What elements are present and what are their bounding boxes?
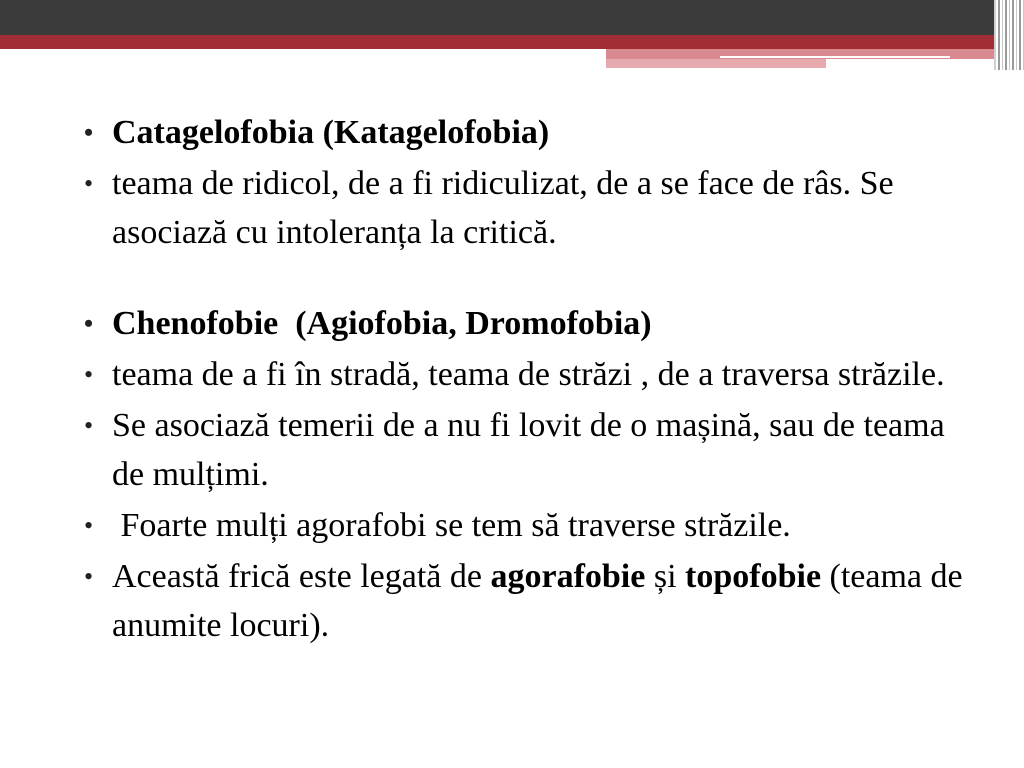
header-dark-band <box>0 0 1024 35</box>
list-item <box>84 159 964 257</box>
bullet-icon: • <box>84 118 94 147</box>
header-pink-band-lower <box>606 59 826 68</box>
bullet-icon: • <box>84 411 94 440</box>
item-text-part: (teama de anumite locuri). <box>112 558 972 644</box>
item-text: Foarte mulți agorafobi se tem să traverse străzile. <box>112 507 791 544</box>
bullet-list <box>84 108 972 652</box>
bullet-icon: • <box>84 169 94 198</box>
header-vertical-stripes <box>996 0 1024 70</box>
item-text-part: Această frică este legată de <box>112 558 491 595</box>
item-text-part: și <box>645 558 686 595</box>
list-item <box>84 501 964 550</box>
list-item <box>84 552 972 650</box>
bullet-icon: • <box>84 360 94 389</box>
list-item <box>84 401 964 499</box>
item-text-bold: agorafobie <box>490 558 646 595</box>
bullet-icon: • <box>84 562 94 591</box>
header-red-band <box>0 35 1000 49</box>
header-white-line <box>720 56 950 58</box>
item-text-bold: topofobie <box>685 558 822 595</box>
item-text: Se asociază temerii de a nu fi lovit de o mașină, sau de teama de mulțimi. <box>112 407 945 493</box>
list-item <box>84 108 964 157</box>
item-text: teama de ridicol, de a fi ridiculizat, de a se face de râs. Se asociază cu intoleranța la critică. <box>112 165 894 251</box>
list-item <box>84 350 964 399</box>
bullet-icon: • <box>84 309 94 338</box>
item-text: Catagelofobia (Katagelofobia) <box>112 114 550 151</box>
item-text: Chenofobie (Agiofobia, Dromofobia) <box>112 305 652 342</box>
list-item <box>84 299 964 348</box>
item-text: teama de a fi în stradă, teama de străzi , de a traversa străzile. <box>112 356 945 393</box>
bullet-icon: • <box>84 511 94 540</box>
